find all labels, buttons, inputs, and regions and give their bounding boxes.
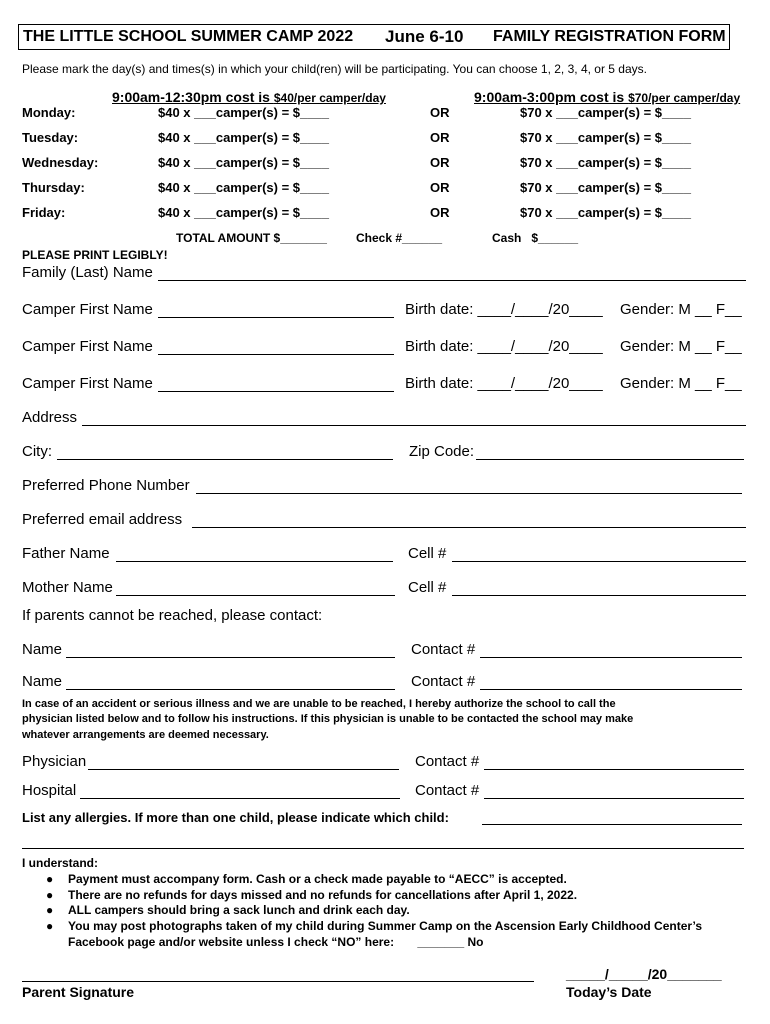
photo-opt-out-field[interactable]: Facebook page and/or website unless I check “NO” here: _______ No: [68, 935, 484, 949]
total-amount-field[interactable]: TOTAL AMOUNT $_______: [176, 231, 327, 245]
camp-dates: June 6-10: [385, 27, 464, 46]
emergency-contact-line[interactable]: [480, 689, 742, 690]
authorization-line: physician listed below and to follow his instructions. If this physician is unable to be contacted the school may make: [22, 713, 634, 725]
allergies-line-2[interactable]: [22, 848, 744, 849]
or-label: OR: [430, 180, 450, 195]
understand-heading: I understand:: [22, 856, 99, 870]
camper-first-name-line[interactable]: [158, 354, 394, 355]
address-line[interactable]: [82, 425, 746, 426]
todays-date-label: Today’s Date: [566, 984, 652, 1000]
day-label: Thursday:: [22, 180, 85, 195]
physician-contact-line[interactable]: [484, 769, 744, 770]
physician-contact-label: Contact #: [415, 753, 480, 770]
city-line[interactable]: [57, 459, 393, 460]
father-name-label: Father Name: [22, 545, 110, 562]
emergency-name-label: Name: [22, 641, 63, 658]
camp-title: THE LITTLE SCHOOL SUMMER CAMP 2022: [23, 28, 354, 45]
form-name: FAMILY REGISTRATION FORM: [493, 28, 726, 45]
bullet-icon: ●: [46, 903, 54, 917]
father-cell-line[interactable]: [452, 561, 746, 562]
parent-signature-line[interactable]: [22, 981, 534, 982]
emergency-name-label: Name: [22, 673, 63, 690]
half-day-entry[interactable]: $40 x ___camper(s) = $____: [158, 130, 329, 145]
full-day-header: 9:00am-3:00pm cost is $70/per camper/day: [474, 89, 741, 105]
understand-item: Payment must accompany form. Cash or a check made payable to “AECC” is accepted.: [68, 872, 567, 886]
full-day-entry[interactable]: $70 x ___camper(s) = $____: [520, 105, 691, 120]
address-label: Address: [22, 409, 78, 426]
half-day-header: 9:00am-12:30pm cost is $40/per camper/day: [112, 89, 386, 105]
family-name-label: Family (Last) Name: [22, 264, 153, 281]
hospital-contact-line[interactable]: [484, 798, 744, 799]
full-day-entry[interactable]: $70 x ___camper(s) = $____: [520, 130, 691, 145]
or-label: OR: [430, 205, 450, 220]
family-name-line[interactable]: [158, 280, 746, 281]
day-label: Friday:: [22, 205, 66, 220]
birth-date-field[interactable]: Birth date: ____/____/20____: [405, 301, 603, 318]
day-label: Wednesday:: [22, 155, 99, 170]
camper-first-name-line[interactable]: [158, 391, 394, 392]
emergency-contact-label: Contact #: [411, 673, 476, 690]
emergency-name-line[interactable]: [66, 689, 395, 690]
email-line[interactable]: [192, 527, 746, 528]
understand-item: You may post photographs taken of my child during Summer Camp on the Ascension Early Childhood Center’s: [68, 919, 703, 933]
hospital-contact-label: Contact #: [415, 782, 480, 799]
intro-text: Please mark the day(s) and times(s) in which your child(ren) will be participating. You can choose 1, 2, 3, 4, or 5 days.: [22, 62, 647, 76]
father-cell-label: Cell #: [408, 545, 447, 562]
camper-first-name-label: Camper First Name: [22, 338, 153, 355]
authorization-line: whatever arrangements are deemed necessary.: [22, 729, 269, 741]
city-label: City:: [22, 443, 52, 460]
phone-line[interactable]: [196, 493, 742, 494]
gender-field[interactable]: Gender: M __ F__: [620, 301, 742, 318]
father-name-line[interactable]: [116, 561, 393, 562]
half-day-entry[interactable]: $40 x ___camper(s) = $____: [158, 180, 329, 195]
email-label: Preferred email address: [22, 511, 183, 528]
day-label: Monday:: [22, 105, 76, 120]
or-label: OR: [430, 155, 450, 170]
camper-first-name-label: Camper First Name: [22, 375, 153, 392]
birth-date-field[interactable]: Birth date: ____/____/20____: [405, 338, 603, 355]
allergies-label: List any allergies. If more than one child, please indicate which child:: [22, 810, 449, 825]
authorization-line: In case of an accident or serious illness and we are unable to be reached, I hereby authorize the school to call the: [22, 698, 616, 710]
check-number-field[interactable]: Check #______: [356, 231, 443, 245]
parent-signature-label: Parent Signature: [22, 984, 135, 1000]
bullet-icon: ●: [46, 919, 54, 933]
bullet-icon: ●: [46, 872, 54, 886]
understand-item: ALL campers should bring a sack lunch and drink each day.: [68, 903, 410, 917]
emergency-contact-label: Contact #: [411, 641, 476, 658]
bullet-icon: ●: [46, 888, 54, 902]
hospital-label: Hospital: [22, 782, 77, 799]
camper-first-name-line[interactable]: [158, 317, 394, 318]
mother-name-line[interactable]: [116, 595, 395, 596]
hospital-line[interactable]: [80, 798, 400, 799]
mother-name-label: Mother Name: [22, 579, 113, 596]
full-day-entry[interactable]: $70 x ___camper(s) = $____: [520, 180, 691, 195]
form-title-box: [18, 24, 730, 50]
half-day-entry[interactable]: $40 x ___camper(s) = $____: [158, 205, 329, 220]
zip-line[interactable]: [476, 459, 744, 460]
half-day-entry[interactable]: $40 x ___camper(s) = $____: [158, 155, 329, 170]
emergency-contact-line[interactable]: [480, 657, 742, 658]
birth-date-field[interactable]: Birth date: ____/____/20____: [405, 375, 603, 392]
zip-label: Zip Code:: [409, 443, 475, 460]
physician-label: Physician: [22, 753, 87, 770]
gender-field[interactable]: Gender: M __ F__: [620, 338, 742, 355]
emergency-contact-intro: If parents cannot be reached, please contact:: [22, 607, 323, 624]
mother-cell-label: Cell #: [408, 579, 447, 596]
full-day-entry[interactable]: $70 x ___camper(s) = $____: [520, 205, 691, 220]
mother-cell-line[interactable]: [452, 595, 746, 596]
allergies-line[interactable]: [482, 824, 742, 825]
date-field[interactable]: _____/_____/20_______: [566, 966, 722, 982]
or-label: OR: [430, 130, 450, 145]
cash-field[interactable]: Cash $______: [492, 231, 579, 245]
physician-line[interactable]: [88, 769, 399, 770]
understand-item: There are no refunds for days missed and no refunds for cancellations after April 1, 2022.: [68, 888, 578, 902]
half-day-entry[interactable]: $40 x ___camper(s) = $____: [158, 105, 329, 120]
camper-first-name-label: Camper First Name: [22, 301, 153, 318]
or-label: OR: [430, 105, 450, 120]
gender-field[interactable]: Gender: M __ F__: [620, 375, 742, 392]
emergency-name-line[interactable]: [66, 657, 395, 658]
day-label: Tuesday:: [22, 130, 79, 145]
phone-label: Preferred Phone Number: [22, 477, 190, 494]
print-legibly-note: PLEASE PRINT LEGIBLY!: [22, 248, 168, 262]
full-day-entry[interactable]: $70 x ___camper(s) = $____: [520, 155, 691, 170]
